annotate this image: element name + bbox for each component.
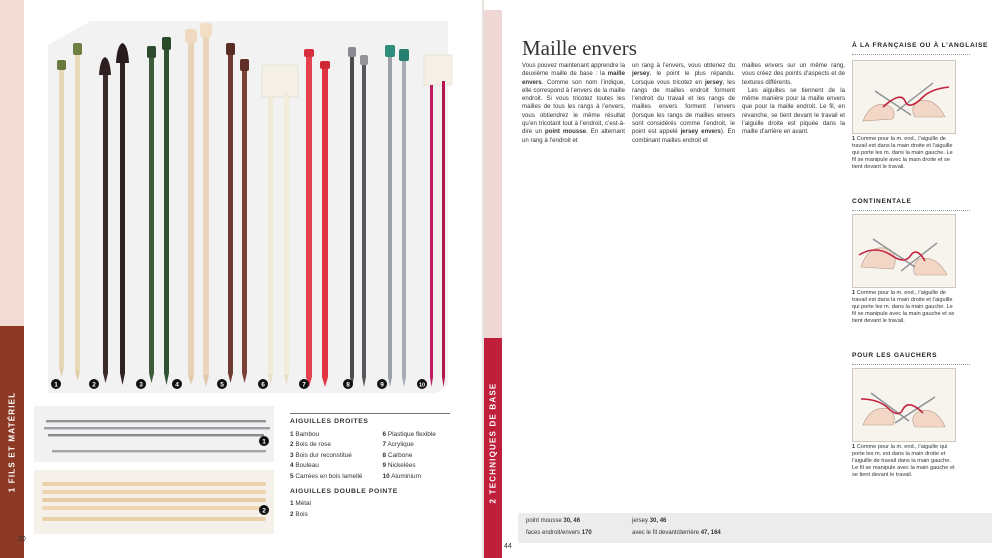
badge-7-label: 7	[302, 381, 306, 389]
body-column-2: un rang à l’envers, vous obtenez du jersey, le point le plus répandu. Lorsque vous tricotez en jersey, les rangs de mailles endroit forment l’endroit du travail et les rangs de mailles envers forment l’envers (lorsque les rangs de mailles envers sont considérés comme l’endroit, le point est appelé jersey envers). En combinant mailles endroit et	[632, 62, 735, 144]
page-title: Maille envers	[522, 36, 637, 60]
illustration-left-handed-method	[852, 368, 956, 442]
legend-straight-title: AIGUILLES DROITES	[290, 413, 450, 428]
legend-col-2	[383, 430, 450, 483]
side-tab-label-area	[0, 326, 24, 558]
index-cross-reference-bar	[518, 513, 992, 543]
legend-item: 2 Bois de rose	[290, 441, 331, 449]
legend-item: 10 Aluminium	[382, 472, 421, 480]
straight-needles-photo	[36, 15, 456, 400]
badge-3-label: 3	[139, 381, 143, 389]
legend-columns	[290, 430, 450, 483]
section-title: CONTINENTALE	[852, 198, 912, 205]
left-page	[0, 0, 482, 558]
body-paragraph: Les aiguilles se tiennent de la même manière pour la maille envers que pour la maille endroit. Le fil, en revanche, se tient devant le travail et l’aiguille droite est piquée dans la maille d’arrière en avant.	[742, 86, 845, 136]
section-rule	[852, 364, 970, 365]
legend-item: 1 Métal	[290, 500, 311, 508]
legend-item: 6 Plastique flexible	[382, 430, 436, 438]
section-rule	[852, 210, 970, 211]
body-paragraph: mailles envers sur un même rang, vous créez des points d’aspects et de textures différents.	[742, 62, 845, 86]
chapter-tab-label: 1 FILS ET MATÉRIEL	[7, 391, 17, 493]
badge-5-label: 5	[220, 381, 224, 389]
section-caption: 1 Comme pour la m. end., l’aiguille de travail est dans la main droite et l’aiguille qui porte les m. dans la main gauche. Le fil se manipule avec la main gauche et se tient devant le travail.	[852, 290, 955, 325]
page-number: 20	[18, 536, 26, 543]
legend-item: 4 Bouleau	[290, 462, 319, 470]
badge-6-label: 6	[261, 381, 265, 389]
badge-4-label: 4	[175, 381, 179, 389]
index-entry: avec le fil devant/derrière 47, 164	[632, 530, 721, 536]
body-column-3	[742, 62, 845, 137]
legend-item: 3 Bois dur reconstitué	[290, 451, 352, 459]
section-title: POUR LES GAUCHERS	[852, 352, 938, 359]
legend-item: 7 Acrylique	[382, 441, 414, 449]
side-tab-light	[484, 10, 502, 340]
section-caption: 1 Comme pour la m. end., l’aiguille qui porte les m. est dans la main droite et l’aiguille de travail dans la main gauche. Le fil se manipule avec la main gauche et se tient devant le travail.	[852, 444, 955, 479]
page-number: 44	[504, 543, 512, 550]
section-rule	[852, 54, 970, 55]
legend-double-title: AIGUILLES DOUBLE POINTE	[290, 487, 398, 495]
index-entry: jersey 30, 46	[632, 518, 667, 524]
illustration-english-method	[852, 60, 956, 134]
badge-9-label: 9	[380, 381, 384, 389]
legend-item: 8 Carbone	[382, 451, 413, 459]
body-column-1: Vous pouvez maintenant apprendre la deuxième maille de base : la maille envers. Comme son nom l’indique, elle correspond à l’envers de la maille endroit. Si vous tricotez toutes les mailles de tous les rangs à l’envers, vous obtiendrez le même résultat qu’en tricotant tout à l’endroit, c’est-à-dire un point mousse. En alternant un rang à l’endroit et	[522, 62, 625, 144]
index-entry: point mousse 30, 46	[526, 518, 581, 524]
dpn-badge-2-label: 2	[262, 507, 266, 515]
badge-8-label: 8	[346, 381, 350, 389]
badge-1-label: 1	[54, 381, 58, 389]
badge-2-label: 2	[92, 381, 96, 389]
side-tab-label-area	[484, 338, 502, 548]
section-caption: 1 Comme pour la m. end., l’aiguille de travail est dans la main droite et l’aiguille qui porte les m. dans la main gauche. Le fil se manipule avec la main droite et se tient devant le travail.	[852, 136, 953, 171]
dpn-badge-1-label: 1	[262, 438, 266, 446]
index-entry: faces endroit/envers 170	[526, 530, 592, 536]
legend-item: 1 Bambou	[290, 430, 320, 438]
section-title: À LA FRANÇAISE OU À L’ANGLAISE	[852, 42, 989, 49]
legend-col-1	[290, 430, 383, 483]
legend-item: 5 Carrées en bois lamellé	[290, 472, 363, 480]
right-page	[484, 0, 1000, 558]
chapter-tab-label: 2 TECHNIQUES DE BASE	[488, 382, 498, 504]
side-tab-light	[0, 0, 24, 326]
illustration-continental-method	[852, 214, 956, 288]
legend-item: 2 Bois	[290, 510, 308, 518]
legend-item: 9 Nickelées	[382, 462, 416, 470]
badge-10-label: 10	[418, 382, 426, 389]
double-pointed-needles-photo	[34, 404, 282, 538]
needles-legend	[290, 413, 450, 520]
